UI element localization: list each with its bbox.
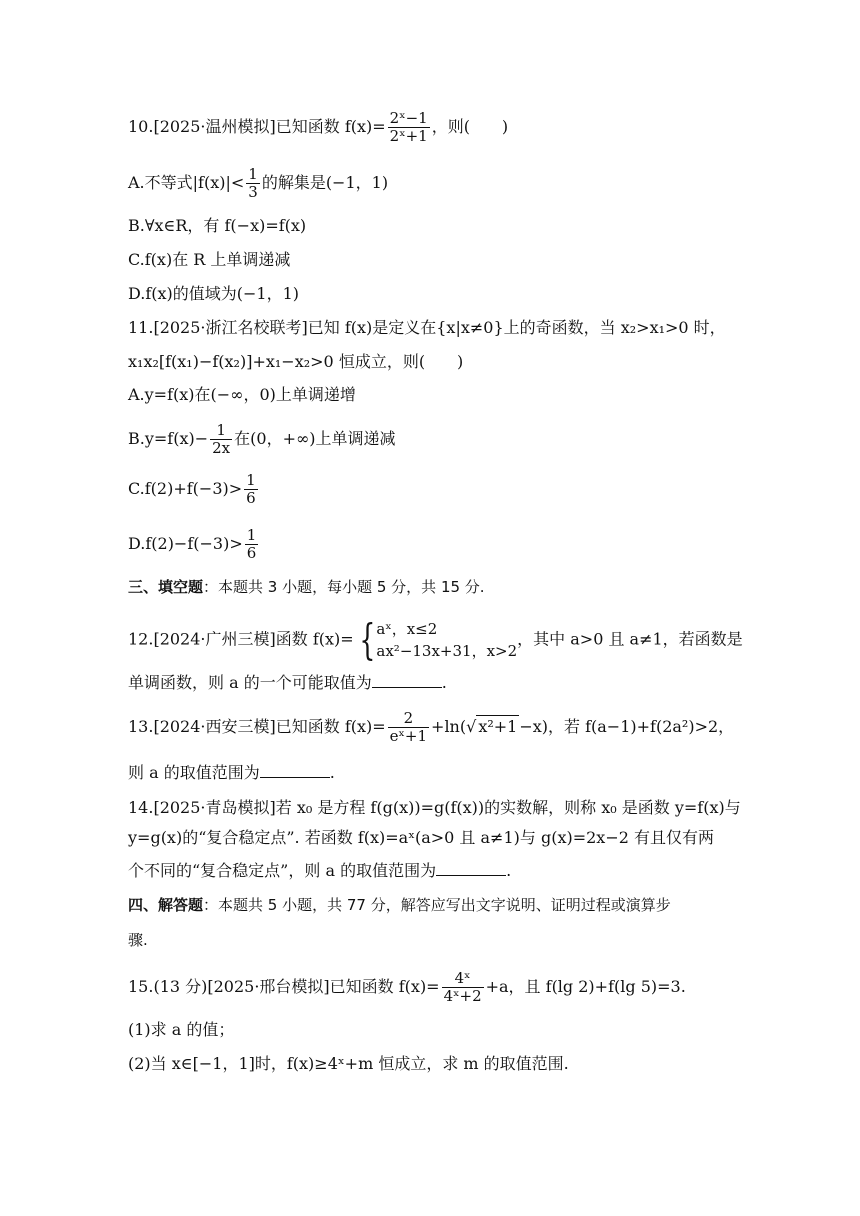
q14-line3: 个不同的“复合稳定点”，则 a 的取值范围为 . bbox=[128, 861, 512, 880]
answer-blank[interactable] bbox=[260, 763, 330, 778]
q10-option-d: D.f(x)的值域为(−1，1) bbox=[128, 284, 300, 303]
q14-line2: y=g(x)的“复合稳定点”. 若函数 f(x)=aˣ(a>0 且 a≠1)与 g(x)=2x−2 有且仅有两 bbox=[128, 828, 714, 847]
q10-option-b: B.∀x∈R，有 f(−x)=f(x) bbox=[128, 216, 307, 235]
section-4-heading-line2: 骤. bbox=[128, 931, 148, 949]
q12-piecewise: aˣ，x≤2 ax²−13x+31，x>2 bbox=[376, 620, 518, 660]
answer-blank[interactable] bbox=[436, 861, 506, 876]
answer-blank[interactable] bbox=[372, 673, 442, 688]
q10-option-a: A.不等式|f(x)|< $\frac{1}{3}$ 的解集是(−1，1) bbox=[128, 165, 389, 201]
q14-line1: 14.[2025·青岛模拟]若 x₀ 是方程 f(g(x))=g(f(x))的实数解，则称 x₀ 是函数 y=f(x)与 bbox=[128, 798, 741, 817]
q15-stem: 15.(13 分)[2025·邢台模拟]已知函数 f(x)= $\frac{\text{4ˣ}}{\text{4ˣ+2}}$ +a，且 f(lg 2)+f(lg 5)=3. bbox=[128, 969, 686, 1005]
q13-stem: 13.[2024·西安三模]已知函数 f(x)= $\frac{2}{\text{eˣ+1}}$ +ln(√ x²+1 −x)，若 f(a−1)+f(2a²)>2， bbox=[128, 709, 735, 745]
q10-option-c: C.f(x)在 R 上单调递减 bbox=[128, 250, 291, 269]
q11-option-b: B.y=f(x)− $\frac{1}{2x}$ 在(0，+∞)上单调递减 bbox=[128, 421, 396, 457]
q15-part2: (2)当 x∈[−1，1]时，f(x)≥4ˣ+m 恒成立，求 m 的取值范围. bbox=[128, 1054, 569, 1073]
section-3-heading: 三、填空题：本题共 3 小题，每小题 5 分，共 15 分. bbox=[128, 578, 485, 596]
q15-part1: (1)求 a 的值； bbox=[128, 1020, 235, 1039]
q13-line2: 则 a 的取值范围为 . bbox=[128, 763, 335, 782]
q11-option-c: C.f(2)+f(−3)> $\frac{1}{6}$ bbox=[128, 471, 256, 507]
q11-option-d: D.f(2)−f(−3)> $\frac{1}{6}$ bbox=[128, 526, 257, 562]
q11-option-a: A.y=f(x)在(−∞，0)上单调递增 bbox=[128, 385, 356, 404]
q12-line2: 单调函数，则 a 的一个可能取值为 . bbox=[128, 673, 447, 692]
q10-stem: 10.[2025·温州模拟]已知函数 f(x)= $\frac{\text{2ˣ−1}}{\text{2ˣ+1}}$ ，则( ) bbox=[128, 109, 509, 145]
q12-stem: 12.[2024·广州三模]函数 f(x)= { aˣ，x≤2 ax²−13x+31，x>2 ，其中 a>0 且 a≠1，若函数是 bbox=[128, 615, 743, 664]
q11-stem-line2: x₁x₂[f(x₁)−f(x₂)]+x₁−x₂>0 恒成立，则( ) bbox=[128, 352, 464, 371]
q11-stem-line1: 11.[2025·浙江名校联考]已知 f(x)是定义在{x|x≠0}上的奇函数，当 x₂>x₁>0 时， bbox=[128, 318, 726, 337]
q10-fraction: $\frac{\text{2ˣ−1}}{\text{2ˣ+1}}$ bbox=[389, 109, 428, 145]
section-4-heading: 四、解答题：本题共 5 小题，共 77 分，解答应写出文字说明、证明过程或演算步 bbox=[128, 896, 671, 914]
